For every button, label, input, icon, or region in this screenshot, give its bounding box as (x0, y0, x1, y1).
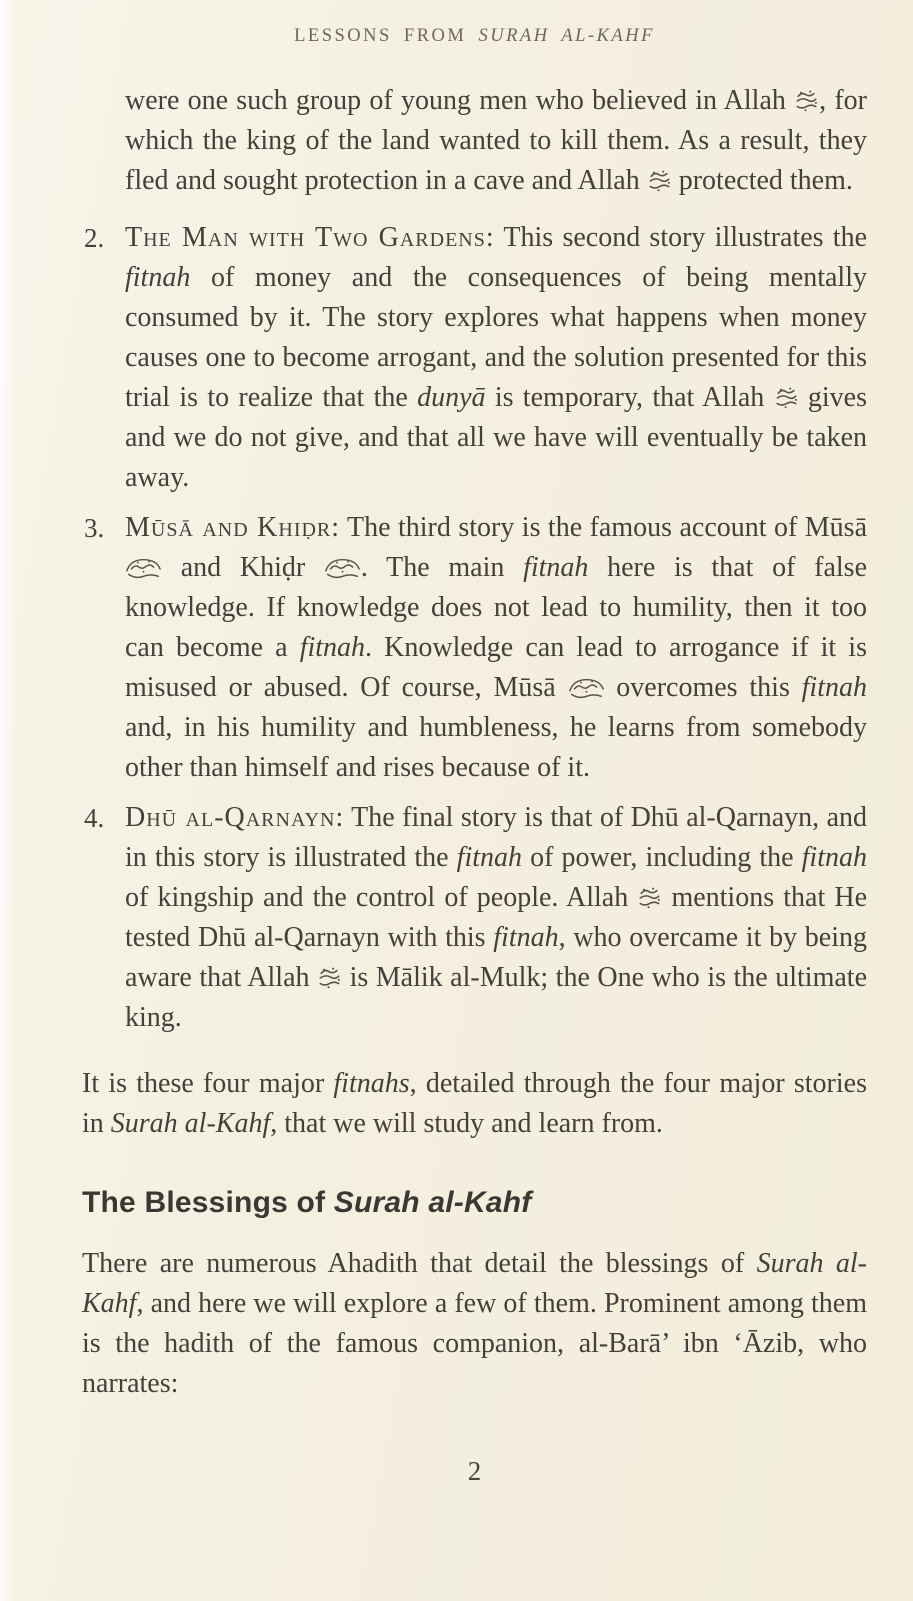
text-run: , detailed through the four major stories in (82, 1068, 867, 1139)
text-run: , who overcame it by being aware that Allah (125, 922, 867, 993)
text-run: is temporary, that Allah (485, 382, 774, 413)
italic-book-title: Surah al-Kahf (82, 1248, 867, 1319)
italic-term: fitnah (801, 672, 867, 703)
text-run: . Knowledge can lead to arrogance if it is misused or abused. Of course, Mūsā (125, 632, 867, 703)
list-item-number: 2. (84, 223, 105, 253)
list-item-number: 4. (84, 803, 105, 833)
italic-term: dunyā (417, 382, 486, 413)
text-run: of power, including the (522, 842, 802, 873)
text-run: were one such group of young men who believed in Allah (125, 85, 795, 116)
section-heading (82, 1186, 867, 1220)
text-run: There are numerous Ahadith that detail the blessings of (82, 1248, 757, 1279)
allah-honorific-icon (317, 958, 342, 998)
text-run: , and here we will explore a few of them. Prominent among them is the hadith of the famous companion, al-Barā’ ibn ‘Āzib, who narrates: (82, 1288, 867, 1399)
text-run: and Khiḍr (162, 552, 324, 583)
text-run: protected them. (671, 165, 853, 196)
allah-honorific-icon (774, 378, 799, 418)
list-item-man-with-two-gardens (82, 218, 867, 498)
running-header-text: LESSONS FROM (294, 26, 479, 46)
blessings-paragraph (82, 1244, 867, 1404)
text-run: of money and the consequences of being mentally consumed by it. The story explores what happens when money causes one to become arrogant, and the solution presented for this trial is to realize that the (125, 262, 867, 413)
text-run: The third story is the famous account of Mūsā (340, 512, 868, 543)
heading-book-title: Surah al-Kahf (333, 1186, 532, 1219)
story-title: The Man with Two Gardens: (125, 222, 495, 253)
text-run: gives and we do not give, and that all we have will eventually be taken away. (125, 382, 867, 493)
italic-term: fitnah (125, 262, 191, 293)
closing-paragraph (82, 1064, 867, 1144)
text-run: of kingship and the control of people. Allah (125, 882, 638, 913)
italic-term: fitnah (456, 842, 523, 873)
heading-text: The Blessings of (82, 1186, 334, 1219)
alayhi-al-salam-icon (125, 548, 162, 588)
allah-honorific-icon (637, 878, 662, 918)
italic-book-title: Surah al-Kahf (110, 1108, 271, 1139)
allah-honorific-icon (794, 81, 819, 121)
text-run: The final story is that of Dhū al-Qarnayn, and in this story is illustrated the (125, 802, 868, 873)
text-run: , for which the king of the land wanted to kill them. As a result, they fled and sought protection in a cave and Allah (125, 85, 867, 196)
text-run: It is these four major (82, 1068, 334, 1099)
list-item-musa-and-khidr (82, 508, 867, 788)
list-item-text (125, 798, 867, 1038)
italic-term: fitnahs (333, 1068, 410, 1099)
text-run: and, in his humility and humbleness, he learns from somebody other than himself and rises because of it. (125, 712, 867, 783)
text-run: , that we will study and learn from. (270, 1108, 663, 1139)
list-item-text (125, 218, 867, 498)
text-run: here is that of false knowledge. If knowledge does not lead to humility, then it too can become a (125, 552, 867, 663)
page-number: 2 (467, 1456, 482, 1486)
text-run: is Mālik al-Mulk; the One who is the ultimate king. (125, 962, 867, 1033)
numbered-story-list (82, 218, 867, 1038)
list-item-dhu-al-qarnayn (82, 798, 867, 1038)
alayhi-al-salam-icon (568, 668, 605, 708)
list-item-number: 3. (84, 513, 105, 543)
italic-term: fitnah (299, 632, 366, 663)
text-run: . The main (360, 552, 524, 583)
list-item-text (125, 508, 867, 788)
running-header-book-title: SURAH AL-KAHF (478, 26, 655, 46)
story-title: Mūsā and Khiḍr: (125, 512, 341, 543)
text-run: mentions that He tested Dhū al-Qarnayn with this (125, 882, 867, 953)
intro-paragraph (125, 81, 867, 201)
running-header (82, 26, 867, 47)
story-title: Dhū al-Qarnayn: (125, 802, 345, 833)
italic-term: fitnah (493, 922, 559, 953)
italic-term: fitnah (801, 842, 867, 873)
allah-honorific-icon (647, 161, 672, 201)
alayhi-al-salam-icon (324, 548, 361, 588)
italic-term: fitnah (523, 552, 589, 583)
text-run: overcomes this (604, 672, 802, 703)
text-run: This second story illustrates the (494, 222, 868, 253)
